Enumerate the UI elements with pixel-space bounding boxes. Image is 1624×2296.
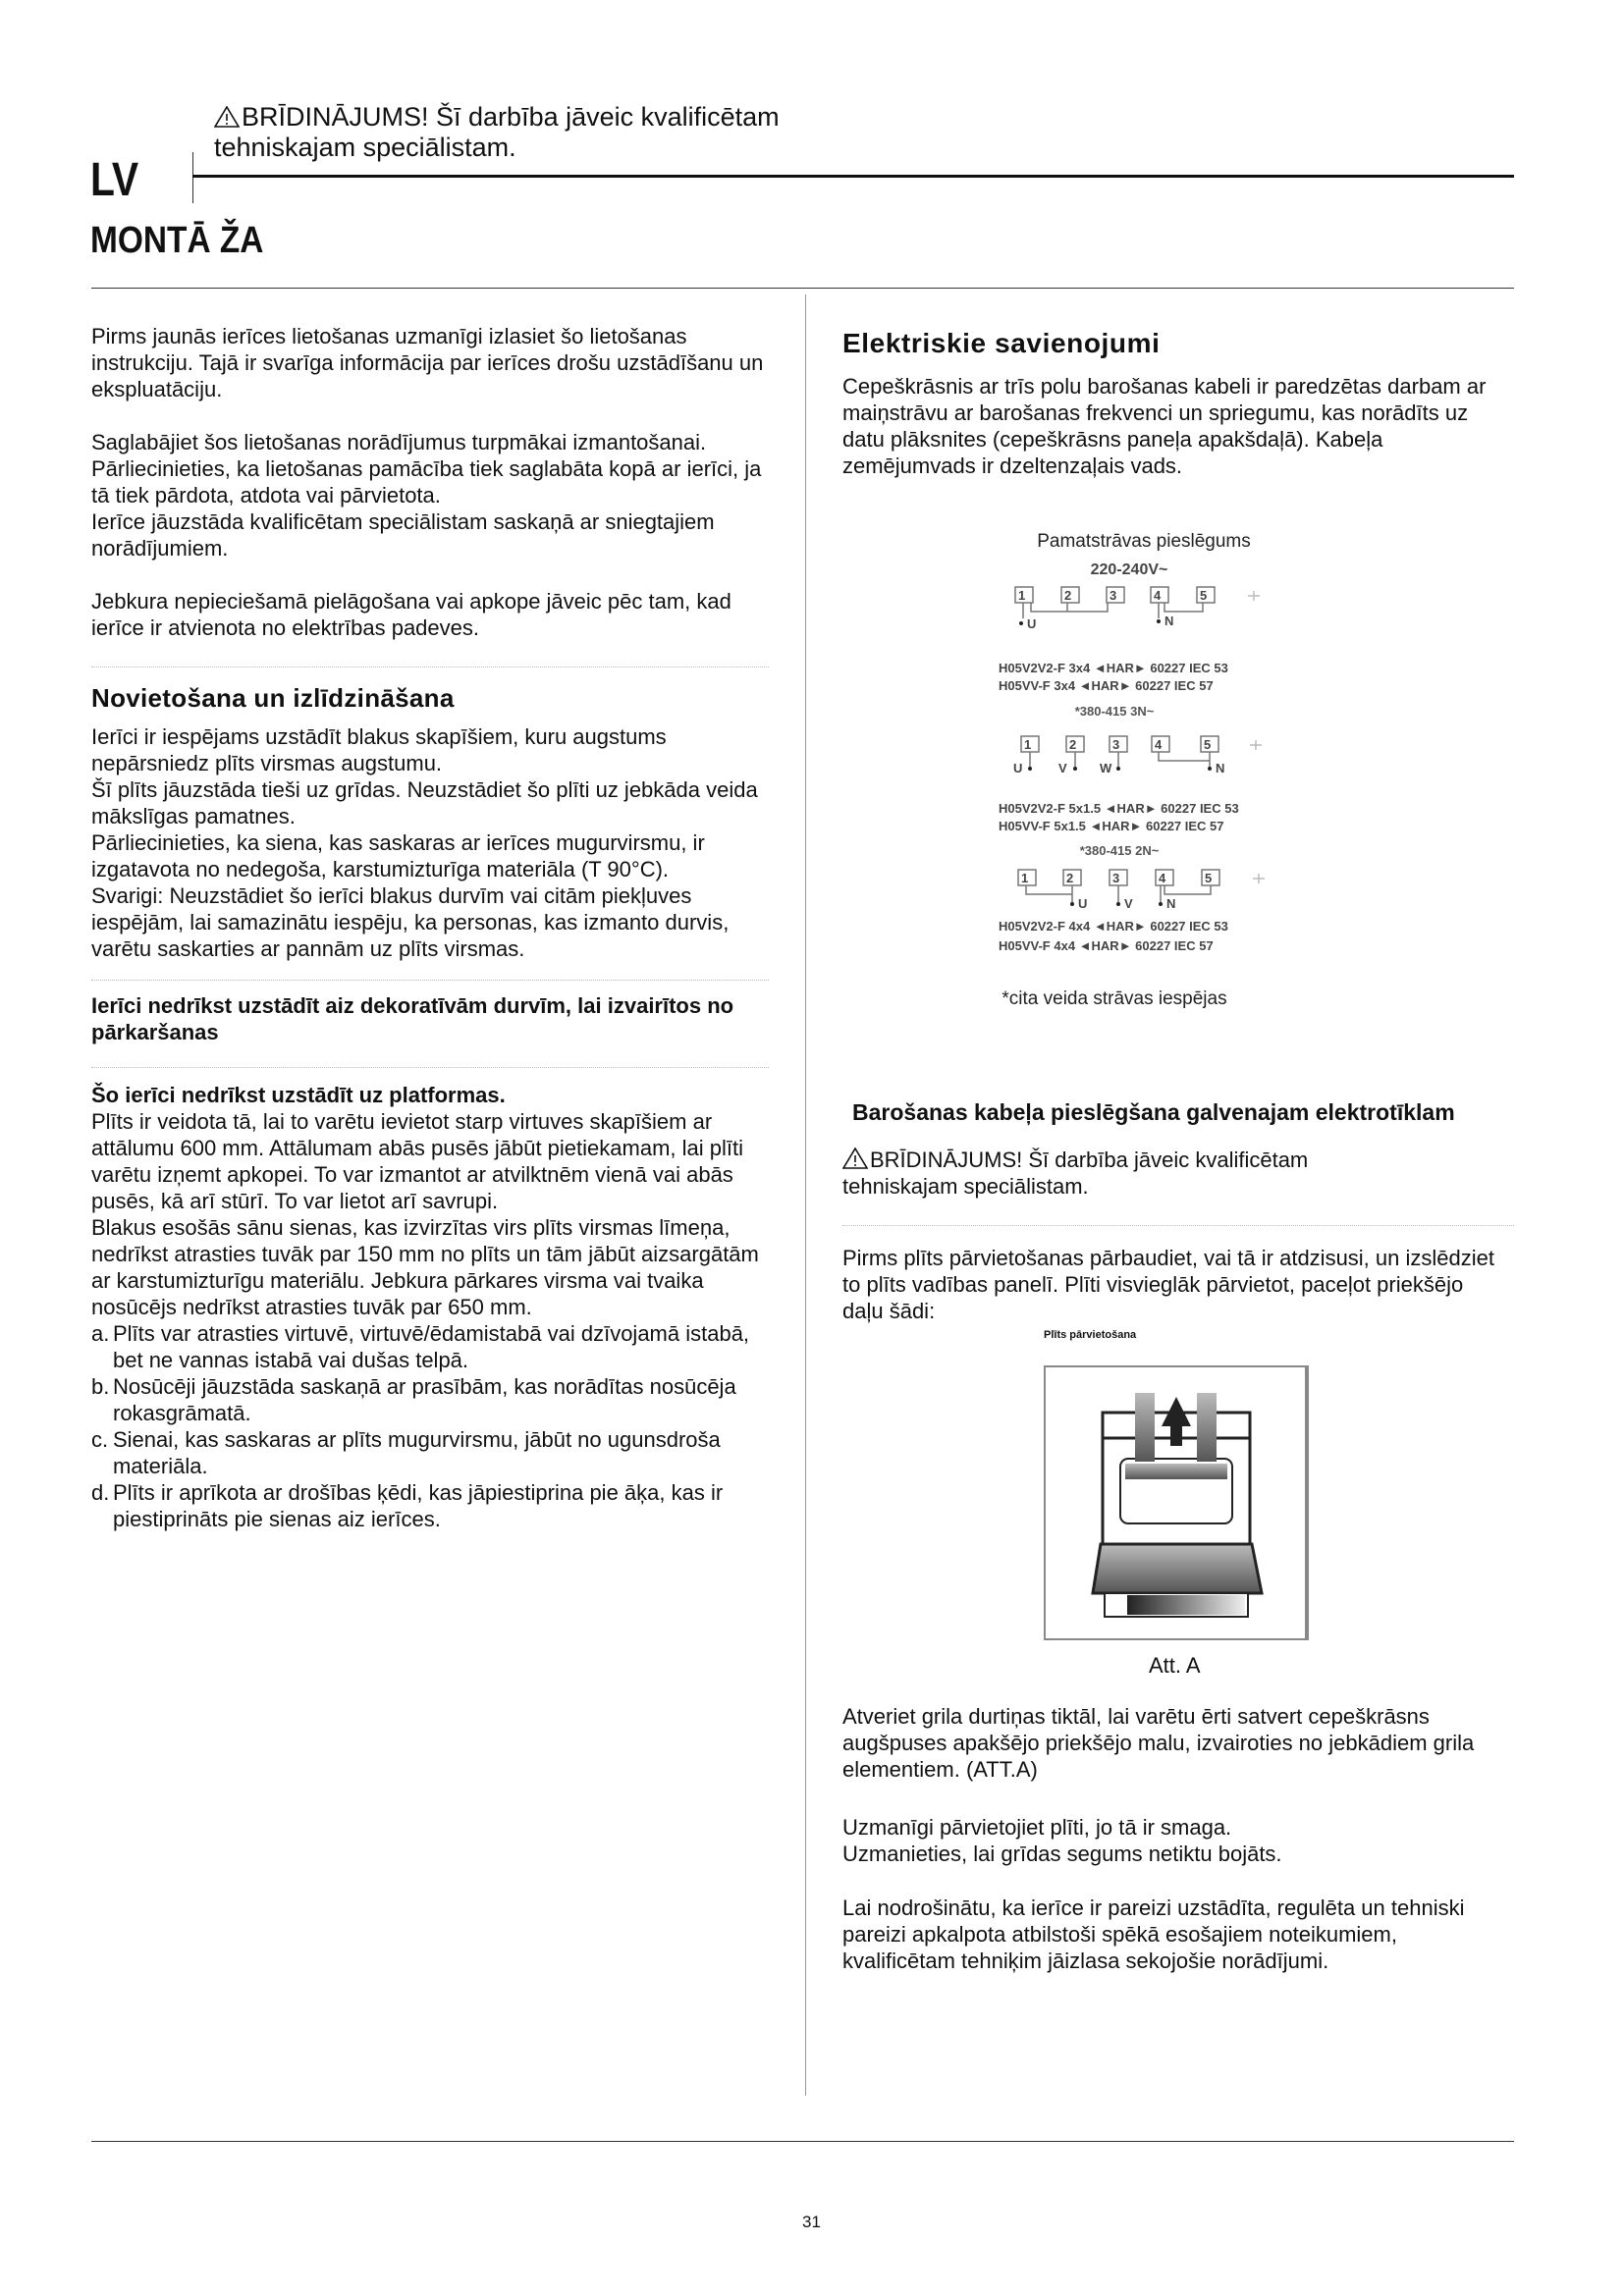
door-warning: Ierīci nedrīkst uzstādīt aiz dekoratīvām durvīm, lai izvairītos no pārkaršanas bbox=[91, 993, 734, 1044]
phase-label-v: V bbox=[1124, 896, 1133, 911]
cable-spec: H05V2V2-F 3x4 ◄HAR► 60227 IEC 53 bbox=[999, 661, 1228, 675]
mains-warning bbox=[842, 1147, 1308, 1200]
footer-rule bbox=[91, 2141, 1514, 2142]
list-item bbox=[91, 1320, 769, 1373]
placement-text: Šī plīts jāuzstāda tieši uz grīdas. Neuzstādiet šo plīti uz jebkāda veida mākslīgas pamatnes. bbox=[91, 777, 758, 828]
list-marker: d. bbox=[91, 1480, 110, 1505]
electrical-heading: Elektriskie savienojumi bbox=[842, 328, 1161, 358]
figure-caption: Att. A bbox=[1149, 1653, 1201, 1678]
diagram-footnote: *cita veida strāvas iespējas bbox=[1001, 988, 1227, 1009]
platform-heading: Šo ierīci nedrīkst uzstādīt uz platformas. bbox=[91, 1083, 506, 1107]
warning-icon bbox=[214, 106, 240, 128]
cable-spec: H05VV-F 3x4 ◄HAR► 60227 IEC 57 bbox=[999, 678, 1214, 693]
mains-heading: Barošanas kabeļa pieslēgšana galvenajam elektrotīklam bbox=[852, 1099, 1455, 1125]
terminal-block-2 bbox=[1021, 736, 1262, 768]
divider bbox=[842, 1225, 1514, 1226]
requirements-list bbox=[91, 1320, 769, 1532]
list-item bbox=[91, 1373, 769, 1426]
platform-text: Blakus esošās sānu sienas, kas izvirzītas virs plīts virsmas līmeņa, nedrīkst atrasties tuvāk par 150 mm no plīts un tām jābūt aizsargātām ar karstumizturīgu materiālu. Jebkura pārkares virsma vai tvaika nosūcējs nedrīkst atrasties tuvāk par 650 mm. bbox=[91, 1215, 759, 1319]
terminal-number: 1 bbox=[1021, 871, 1029, 885]
warning-text-line1: BRĪDINĀJUMS! Šī darbība jāveic kvalificētam bbox=[242, 102, 780, 132]
grill-text: Atveriet grila durtiņas tiktāl, lai varētu ērti satvert cepeškrāsns augšpuses apakšējo priekšējo malu, izvairoties no jebkādiem grila elementiem. (ATT.A) bbox=[842, 1704, 1475, 1782]
warning-text-line2: tehniskajam speciālistam. bbox=[842, 1174, 1089, 1199]
list-item bbox=[91, 1479, 769, 1532]
terminal-number: 4 bbox=[1154, 588, 1162, 603]
intro-paragraph: Pirms jaunās ierīces lietošanas uzmanīgi izlasiet šo lietošanas instrukciju. Tajā ir svarīga informācija par ierīces drošu uzstādīšanu un ekspluatāciju. bbox=[91, 324, 764, 401]
header-warning bbox=[214, 102, 780, 163]
cable-spec: H05VV-F 5x1.5 ◄HAR► 60227 IEC 57 bbox=[999, 819, 1224, 833]
intro-paragraph: Ierīce jāuzstāda kvalificētam speciālistam saskaņā ar sniegtajiem norādījumiem. bbox=[91, 509, 715, 561]
diagram-title: Pamatstrāvas pieslēgums bbox=[1037, 531, 1251, 552]
careful-line: Uzmanieties, lai grīdas segums netiktu bojāts. bbox=[842, 1842, 1282, 1866]
voltage-label: *380-415 2N~ bbox=[1079, 843, 1160, 858]
warning-text-line2: tehniskajam speciālistam. bbox=[214, 133, 516, 162]
terminal-number: 1 bbox=[1024, 737, 1032, 752]
divider bbox=[91, 962, 769, 981]
divider bbox=[91, 641, 769, 667]
terminal-number: 2 bbox=[1069, 737, 1077, 752]
left-column bbox=[91, 323, 769, 1532]
terminal-block-1 bbox=[1015, 587, 1260, 618]
terminal-number: 5 bbox=[1200, 588, 1208, 603]
electrical-text: Cepeškrāsnis ar trīs polu barošanas kabeli ir paredzētas darbam ar maiņstrāvu ar barošanas frekvenci un spriegumu, kas norādīts uz datu plāksnites (cepeškrāsns paneļa apakšdaļā). Kabeļa zemējumvads ir dzeltenzaļais vads. bbox=[842, 374, 1487, 478]
terminal-number: 5 bbox=[1205, 871, 1213, 885]
cable-spec: H05V2V2-F 4x4 ◄HAR► 60227 IEC 53 bbox=[999, 919, 1228, 934]
phase-label-w: W bbox=[1100, 761, 1112, 775]
phase-label-u: U bbox=[1027, 616, 1037, 631]
platform-text: Plīts ir veidota tā, lai to varētu ievietot starp virtuves skapīšiem ar attālumu 600 mm. Attālumam abās pusēs jābūt pietiekamam, lai plīti varētu izņemt apkopei. To var izmantot ar atvilktnēm vienā vai abās pusēs, kā arī stūrī. To var lietot arī savrupi. bbox=[91, 1109, 743, 1213]
wiring-diagram bbox=[982, 520, 1375, 1021]
terminal-number: 5 bbox=[1204, 737, 1212, 752]
title-rule bbox=[91, 288, 1514, 289]
moving-stove-illustration bbox=[1044, 1365, 1311, 1642]
terminal-number: 1 bbox=[1018, 588, 1026, 603]
move-text: Pirms plīts pārvietošanas pārbaudiet, vai tā ir atdzisusi, un izslēdziet to plīts vadības panelī. Plīti visvieglāk pārvietot, paceļot priekšējo daļu šādi: bbox=[842, 1246, 1494, 1323]
terminal-number: 4 bbox=[1159, 871, 1166, 885]
language-code: LV bbox=[90, 154, 139, 206]
voltage-label: *380-415 3N~ bbox=[1074, 704, 1155, 719]
list-text: Nosūcēji jāuzstāda saskaņā ar prasībām, kas norādītas nosūcēja rokasgrāmatā. bbox=[113, 1374, 736, 1425]
divider bbox=[91, 1045, 769, 1068]
list-marker: c. bbox=[91, 1427, 109, 1452]
warning-text-line1: BRĪDINĀJUMS! Šī darbība jāveic kvalificētam bbox=[870, 1148, 1309, 1172]
page-title: MONTĀ ŽA bbox=[90, 220, 264, 261]
neutral-label: N bbox=[1164, 614, 1174, 628]
column-divider bbox=[805, 294, 806, 2096]
cable-spec: H05VV-F 4x4 ◄HAR► 60227 IEC 57 bbox=[999, 938, 1214, 953]
list-marker: b. bbox=[91, 1374, 110, 1399]
phase-label-u: U bbox=[1078, 896, 1088, 911]
intro-paragraph: Saglabājiet šos lietošanas norādījumus turpmākai izmantošanai. Pārliecinieties, ka lietošanas pamācība tiek saglabāta kopā ar ierīci, ja tā tiek pārdota, atdota vai pārvietota. bbox=[91, 430, 762, 507]
terminal-number: 2 bbox=[1064, 588, 1072, 603]
terminal-number: 4 bbox=[1155, 737, 1163, 752]
page-number: 31 bbox=[802, 2213, 821, 2231]
terminal-number: 3 bbox=[1112, 871, 1120, 885]
intro-paragraph: Jebkura nepieciešamā pielāgošana vai apkope jāveic pēc tam, kad ierīce ir atvienota no elektrības padeves. bbox=[91, 589, 731, 640]
voltage-label: 220-240V~ bbox=[1090, 561, 1168, 578]
neutral-label: N bbox=[1166, 896, 1176, 911]
placement-text: Pārliecinieties, ka siena, kas saskaras ar ierīces mugurvirsmu, ir izgatavota no nedegoša, karstumizturīga materiāla (T 90°C). bbox=[91, 830, 705, 881]
placement-text: Ierīci ir iespējams uzstādīt blakus skapīšiem, kuru augstums nepārsniedz plīts virsmas augstumu. bbox=[91, 724, 667, 775]
final-text: Lai nodrošinātu, ka ierīce ir pareizi uzstādīta, regulēta un tehniski pareizi apkalpota atbilstoši spēkā esošajiem noteikumiem, kvalificētam tehniķim jāizlasa sekojošie norādījumi. bbox=[842, 1896, 1465, 1973]
phase-label-v: V bbox=[1058, 761, 1067, 775]
list-text: Plīts ir aprīkota ar drošības ķēdi, kas jāpiestiprina pie āķa, kas ir piestiprināts pie sienas aiz ierīces. bbox=[113, 1480, 724, 1531]
list-item bbox=[91, 1426, 769, 1479]
careful-text bbox=[842, 1814, 1282, 1867]
terminal-number: 3 bbox=[1112, 737, 1120, 752]
placement-text: Svarigi: Neuzstādiet šo ierīci blakus durvīm vai citām piekļuves iespējām, lai samazinātu iespēju, ka personas, kas izmanto durvis, varētu saskarties ar pannām uz plīts virsmas. bbox=[91, 883, 730, 961]
figure-title: Plīts pārvietošana bbox=[1044, 1329, 1137, 1341]
terminal-number: 2 bbox=[1066, 871, 1074, 885]
list-text: Plīts var atrasties virtuvē, virtuvē/ēdamistabā vai dzīvojamā istabā, bet ne vannas istabā vai dušas telpā. bbox=[113, 1321, 750, 1372]
careful-line: Uzmanīgi pārvietojiet plīti, jo tā ir smaga. bbox=[842, 1815, 1232, 1840]
terminal-block-3 bbox=[1018, 870, 1265, 903]
phase-label-u: U bbox=[1013, 761, 1023, 775]
list-text: Sienai, kas saskaras ar plīts mugurvirsmu, jābūt no ugunsdroša materiāla. bbox=[113, 1427, 721, 1478]
header-vertical-rule bbox=[192, 152, 193, 203]
header-rule bbox=[192, 175, 1514, 178]
neutral-label: N bbox=[1216, 761, 1225, 775]
cable-spec: H05V2V2-F 5x1.5 ◄HAR► 60227 IEC 53 bbox=[999, 801, 1239, 816]
terminal-number: 3 bbox=[1110, 588, 1117, 603]
section-heading-placement: Novietošana un izlīdzināšana bbox=[91, 683, 455, 713]
list-marker: a. bbox=[91, 1321, 110, 1346]
warning-icon bbox=[842, 1148, 868, 1169]
